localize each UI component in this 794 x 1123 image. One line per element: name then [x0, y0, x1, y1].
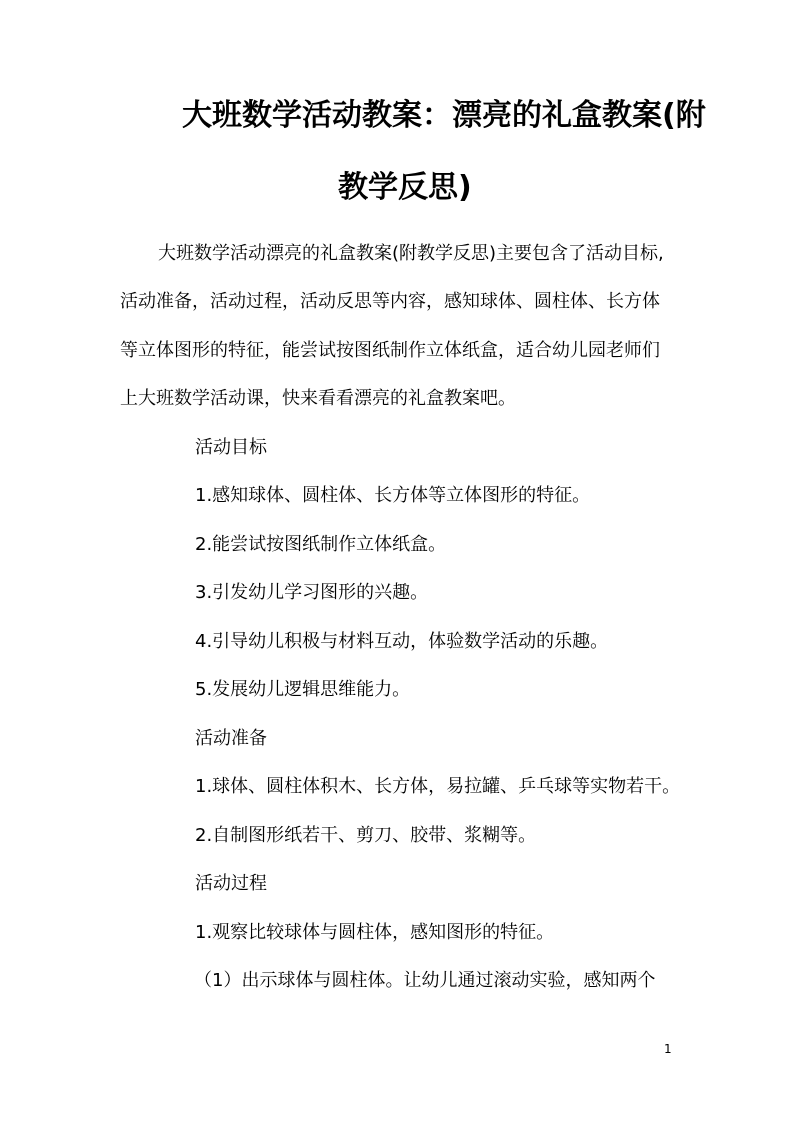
goal-item: 1.感知球体、圆柱体、长方体等立体图形的特征。 — [195, 485, 591, 506]
section-heading-prep: 活动准备 — [195, 728, 267, 749]
section-heading-goals: 活动目标 — [195, 437, 267, 458]
goal-item: 4.引导幼儿积极与材料互动，体验数学活动的乐趣。 — [195, 631, 609, 652]
intro-line-4: 上大班数学活动课，快来看看漂亮的礼盒教案吧。 — [120, 388, 516, 409]
page-number: 1 — [664, 1042, 672, 1056]
process-item: 1.观察比较球体与圆柱体，感知图形的特征。 — [195, 922, 555, 943]
title-line-2: 教学反思) — [338, 170, 472, 205]
prep-item: 2.自制图形纸若干、剪刀、胶带、浆糊等。 — [195, 825, 537, 846]
section-heading-process: 活动过程 — [195, 873, 267, 894]
goal-item: 2.能尝试按图纸制作立体纸盒。 — [195, 534, 447, 555]
title-line-1: 大班数学活动教案：漂亮的礼盒教案(附 — [182, 98, 706, 133]
process-item: （1）出示球体与圆柱体。让幼儿通过滚动实验，感知两个 — [194, 970, 656, 991]
goal-item: 3.引发幼儿学习图形的兴趣。 — [195, 582, 429, 603]
prep-item: 1.球体、圆柱体积木、长方体，易拉罐、乒乓球等实物若干。 — [195, 776, 681, 797]
goal-item: 5.发展幼儿逻辑思维能力。 — [195, 679, 411, 700]
intro-line-3: 等立体图形的特征，能尝试按图纸制作立体纸盒，适合幼儿园老师们 — [120, 340, 660, 361]
intro-line-2: 活动准备，活动过程，活动反思等内容，感知球体、圆柱体、长方体 — [120, 291, 660, 312]
intro-line-1: 大班数学活动漂亮的礼盒教案(附教学反思)主要包含了活动目标, — [158, 243, 664, 264]
